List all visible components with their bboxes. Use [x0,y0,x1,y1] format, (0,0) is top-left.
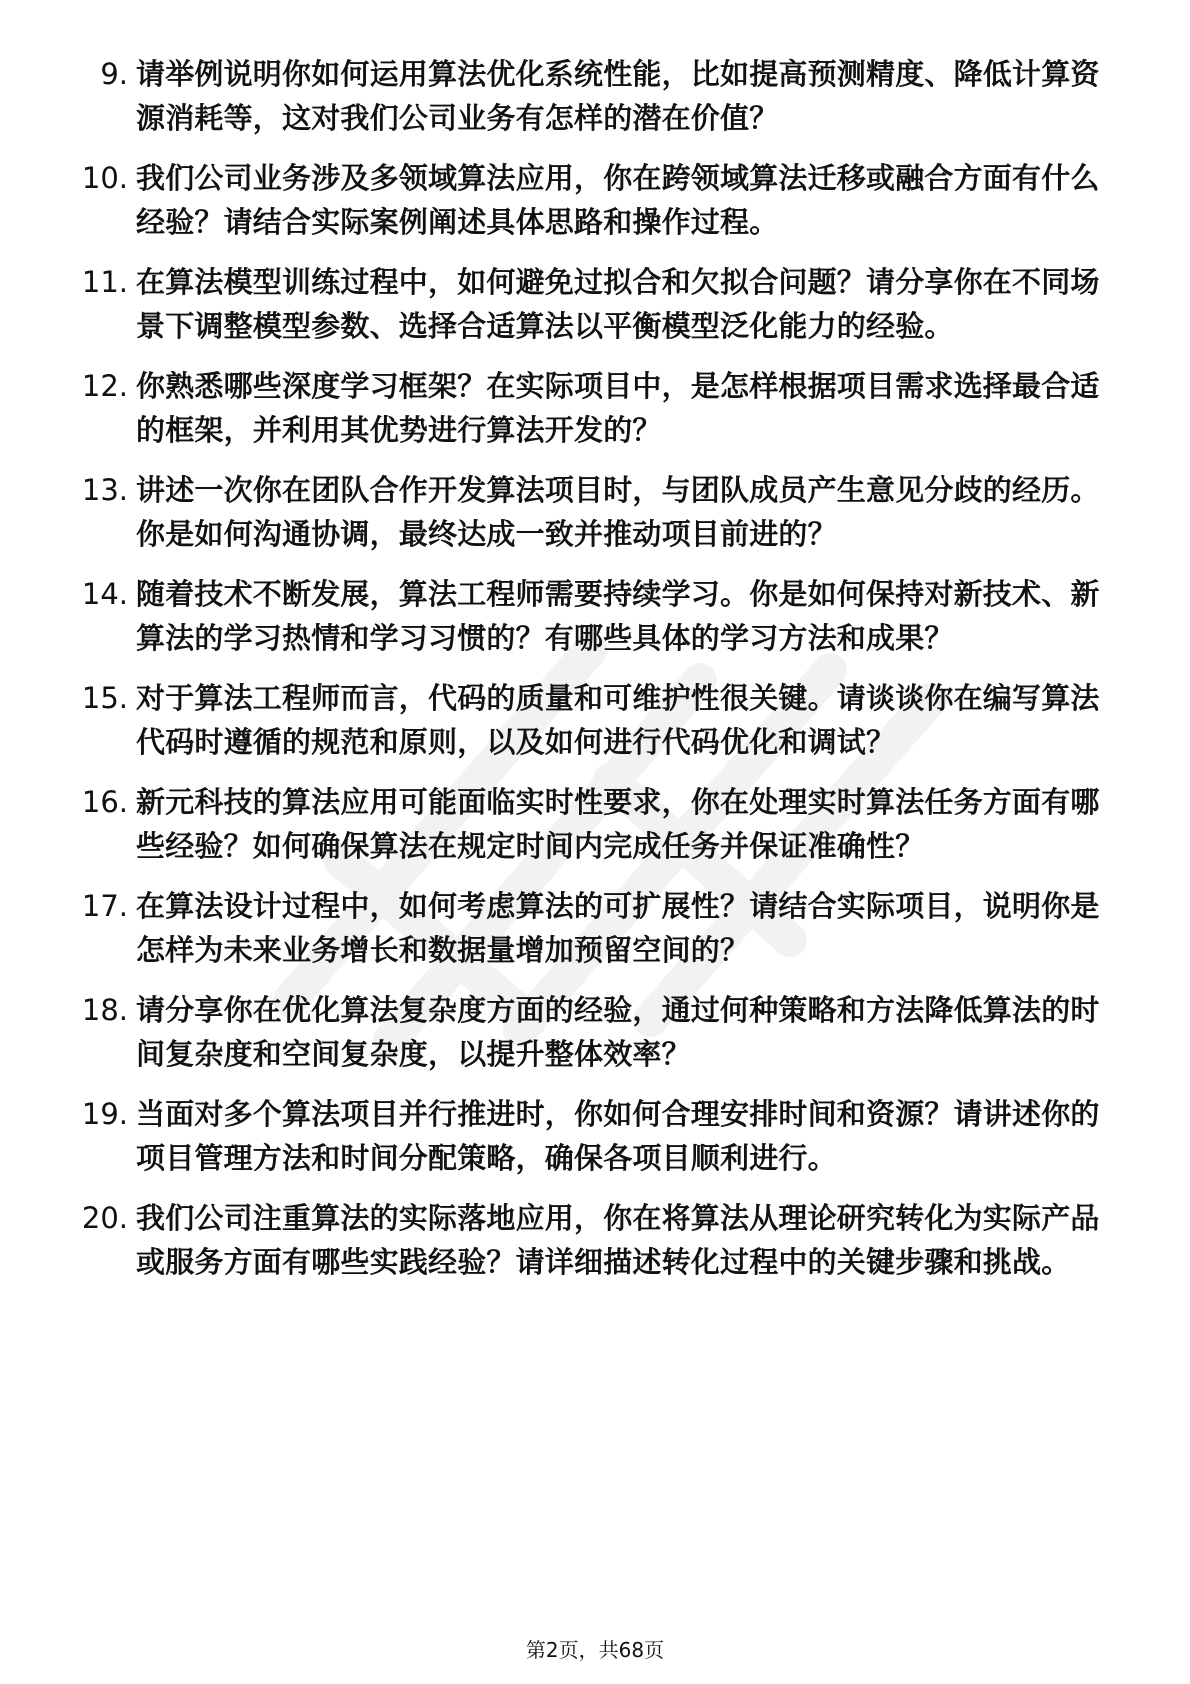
question-number: 16. [81,785,128,819]
question-text: 请举例说明你如何运用算法优化系统性能，比如提高预测精度、降低计算资源消耗等，这对我们公司业务有怎样的潜在价值？ [136,57,1100,135]
question-number: 17. [81,889,128,923]
question-item [68,52,1128,140]
question-text: 当面对多个算法项目并行推进时，你如何合理安排时间和资源？请讲述你的项目管理方法和时间分配策略，确保各项目顺利进行。 [136,1097,1100,1175]
question-item [68,676,1128,764]
question-item [68,572,1128,660]
question-item [68,468,1128,556]
question-text: 你熟悉哪些深度学习框架？在实际项目中，是怎样根据项目需求选择最合适的框架，并利用其优势进行算法开发的？ [136,369,1100,447]
question-item [68,1196,1128,1284]
question-text: 我们公司注重算法的实际落地应用，你在将算法从理论研究转化为实际产品或服务方面有哪些实践经验？请详细描述转化过程中的关键步骤和挑战。 [136,1201,1100,1279]
question-number: 13. [81,473,128,507]
question-list [68,52,1128,1300]
question-text: 在算法模型训练过程中，如何避免过拟合和欠拟合问题？请分享你在不同场景下调整模型参数、选择合适算法以平衡模型泛化能力的经验。 [136,265,1100,343]
question-number: 20. [81,1201,128,1235]
question-number: 10. [81,161,128,195]
question-item [68,780,1128,868]
question-text: 新元科技的算法应用可能面临实时性要求，你在处理实时算法任务方面有哪些经验？如何确保算法在规定时间内完成任务并保证准确性？ [136,785,1100,863]
question-text: 我们公司业务涉及多领域算法应用，你在跨领域算法迁移或融合方面有什么经验？请结合实际案例阐述具体思路和操作过程。 [136,161,1100,239]
question-number: 9. [100,57,128,91]
question-item [68,884,1128,972]
question-number: 18. [81,993,128,1027]
question-item [68,156,1128,244]
question-number: 12. [81,369,128,403]
question-text: 讲述一次你在团队合作开发算法项目时，与团队成员产生意见分歧的经历。你是如何沟通协调，最终达成一致并推动项目前进的？ [136,473,1100,551]
question-text: 请分享你在优化算法复杂度方面的经验，通过何种策略和方法降低算法的时间复杂度和空间复杂度，以提升整体效率？ [136,993,1100,1071]
question-item [68,364,1128,452]
question-text: 对于算法工程师而言，代码的质量和可维护性很关键。请谈谈你在编写算法代码时遵循的规范和原则，以及如何进行代码优化和调试？ [136,681,1100,759]
question-text: 随着技术不断发展，算法工程师需要持续学习。你是如何保持对新技术、新算法的学习热情和学习习惯的？有哪些具体的学习方法和成果？ [136,577,1100,655]
question-text: 在算法设计过程中，如何考虑算法的可扩展性？请结合实际项目，说明你是怎样为未来业务增长和数据量增加预留空间的？ [136,889,1100,967]
page-footer: 第2页，共68页 [525,1638,665,1662]
question-number: 19. [81,1097,128,1131]
question-item [68,260,1128,348]
question-item [68,988,1128,1076]
question-number: 15. [81,681,128,715]
question-number: 11. [81,265,128,299]
question-item [68,1092,1128,1180]
question-number: 14. [81,577,128,611]
